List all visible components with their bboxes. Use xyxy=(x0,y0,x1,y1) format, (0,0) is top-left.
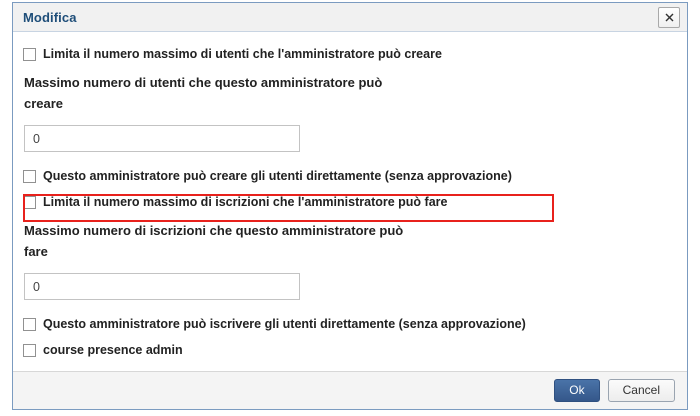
cancel-button[interactable]: Cancel xyxy=(608,379,675,402)
direct-create-label: Questo amministratore può creare gli utenti direttamente (senza approvazione) xyxy=(43,169,512,183)
close-button[interactable] xyxy=(658,7,680,28)
direct-subscribe-label: Questo amministratore può iscrivere gli utenti direttamente (senza approvazione) xyxy=(43,317,526,331)
direct-subscribe-checkbox[interactable] xyxy=(23,318,36,331)
direct-subscribe-row[interactable] xyxy=(13,316,687,332)
limit-subscriptions-row[interactable] xyxy=(13,194,687,210)
edit-dialog xyxy=(12,2,688,410)
close-icon xyxy=(665,13,674,22)
direct-create-row[interactable] xyxy=(13,168,687,184)
course-presence-row[interactable] xyxy=(13,342,687,358)
limit-users-checkbox[interactable] xyxy=(23,48,36,61)
dialog-body xyxy=(13,32,687,386)
dialog-header xyxy=(13,3,687,32)
limit-subscriptions-checkbox[interactable] xyxy=(23,196,36,209)
limit-users-label: Limita il numero massimo di utenti che l'amministratore può creare xyxy=(43,47,442,61)
ok-button[interactable]: Ok xyxy=(554,379,599,402)
limit-subscriptions-label: Limita il numero massimo di iscrizioni che l'amministratore può fare xyxy=(43,195,448,209)
max-subscriptions-label: Massimo numero di iscrizioni che questo amministratore può fare xyxy=(24,223,404,259)
direct-create-checkbox[interactable] xyxy=(23,170,36,183)
max-users-input[interactable] xyxy=(24,125,300,152)
dialog-title: Modifica xyxy=(23,9,77,25)
dialog-footer xyxy=(13,371,687,409)
max-users-label: Massimo numero di utenti che questo amministratore può creare xyxy=(24,75,383,111)
course-presence-label: course presence admin xyxy=(43,343,183,357)
course-presence-checkbox[interactable] xyxy=(23,344,36,357)
max-subscriptions-input[interactable] xyxy=(24,273,300,300)
limit-users-row[interactable] xyxy=(13,46,687,62)
